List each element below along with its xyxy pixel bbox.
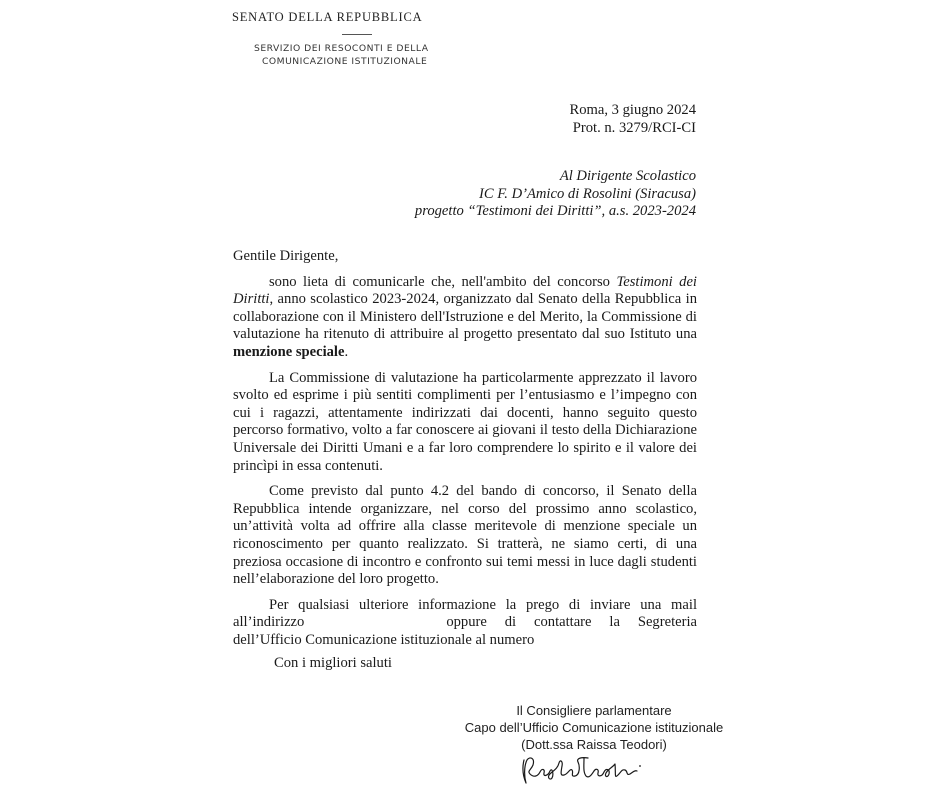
signatory-title-2: Capo dell’Ufficio Comunicazione istituzionale [464, 720, 724, 735]
addressee-block [415, 168, 696, 221]
protocol-number: Prot. n. 3279/RCI-CI [572, 120, 696, 136]
paragraph-1-part-a: sono lieta di comunicarle che, nell'ambito del concorso [269, 273, 617, 290]
letterhead-divider [342, 34, 372, 35]
signature-block [446, 702, 742, 753]
signatory-name: (Dott.ssa Raissa Teodori) [521, 737, 667, 752]
paragraph-4 [233, 597, 697, 650]
date-block [570, 101, 696, 137]
award-mention: menzione speciale [233, 343, 345, 360]
paragraph-2: La Commissione di valutazione ha particolarmente apprezzato il lavoro svolto ed esprime i più sentiti complimenti per l’entusiasmo e l’impegno con cui i ragazzi, attentamente indirizzati dai docenti, hanno seguito questo percorso formativo, volto a far conoscere ai giovani il testo della Dichiarazione Universale dei Diritti Umani e a far loro comprendere lo spirito e il valore dei princìpi in essa contenuti. [233, 369, 697, 474]
letterhead-service [254, 42, 429, 68]
signatory-title-1: Il Consigliere parlamentare [516, 703, 672, 718]
letterhead-service-line2: COMUNICAZIONE ISTITUZIONALE [262, 56, 428, 67]
addressee-line1: Al Dirigente Scolastico [559, 168, 696, 184]
paragraph-3: Come previsto dal punto 4.2 del bando di concorso, il Senato della Repubblica intende organizzare, nel corso del prossimo anno scolastico, un’attività volta ad offrire alla classe meritevole di menzione speciale un riconoscimento per quanto realizzato. Si tratterà, ne siamo certi, di una preziosa occasione di incontro e confronto sui temi messi in luce dagli studenti nell’elaborazione del loro progetto. [233, 483, 697, 588]
letterhead [232, 10, 472, 67]
place-date: Roma, 3 giugno 2024 [569, 102, 696, 118]
paragraph-4-part-b: oppure di contattare la Segreteria dell’Ufficio Comunicazione istituzionale al numero [233, 614, 697, 648]
closing: Con i migliori saluti [274, 655, 392, 671]
addressee-line2: IC F. D’Amico di Rosolini (Siracusa) [479, 185, 696, 202]
letterhead-service-line1: SERVIZIO DEI RESOCONTI E DELLA [254, 43, 429, 54]
paragraph-1 [233, 274, 697, 362]
letterhead-organization: SENATO DELLA REPUBBLICA [232, 10, 423, 24]
letter-body [233, 248, 697, 657]
paragraph-1-part-c: , anno scolastico 2023-2024, organizzato dal Senato della Repubblica in collaborazione con il Ministero dell'Istruzione e del Merito, la Commissione di valutazione ha ritenuto di attribuire al progetto presentato dal suo Istituto una [233, 291, 697, 343]
paragraph-4-part-a: Per qualsiasi ulteriore informazione la prego di inviare una mail all’indirizzo [233, 596, 697, 631]
handwritten-signature [518, 752, 658, 786]
paragraph-1-part-e: . [344, 343, 349, 360]
salutation: Gentile Dirigente, [233, 248, 339, 264]
contest-name: Testimoni dei Diritti [233, 273, 697, 308]
addressee-line3: progetto “Testimoni dei Diritti”, a.s. 2023-2024 [414, 203, 696, 219]
